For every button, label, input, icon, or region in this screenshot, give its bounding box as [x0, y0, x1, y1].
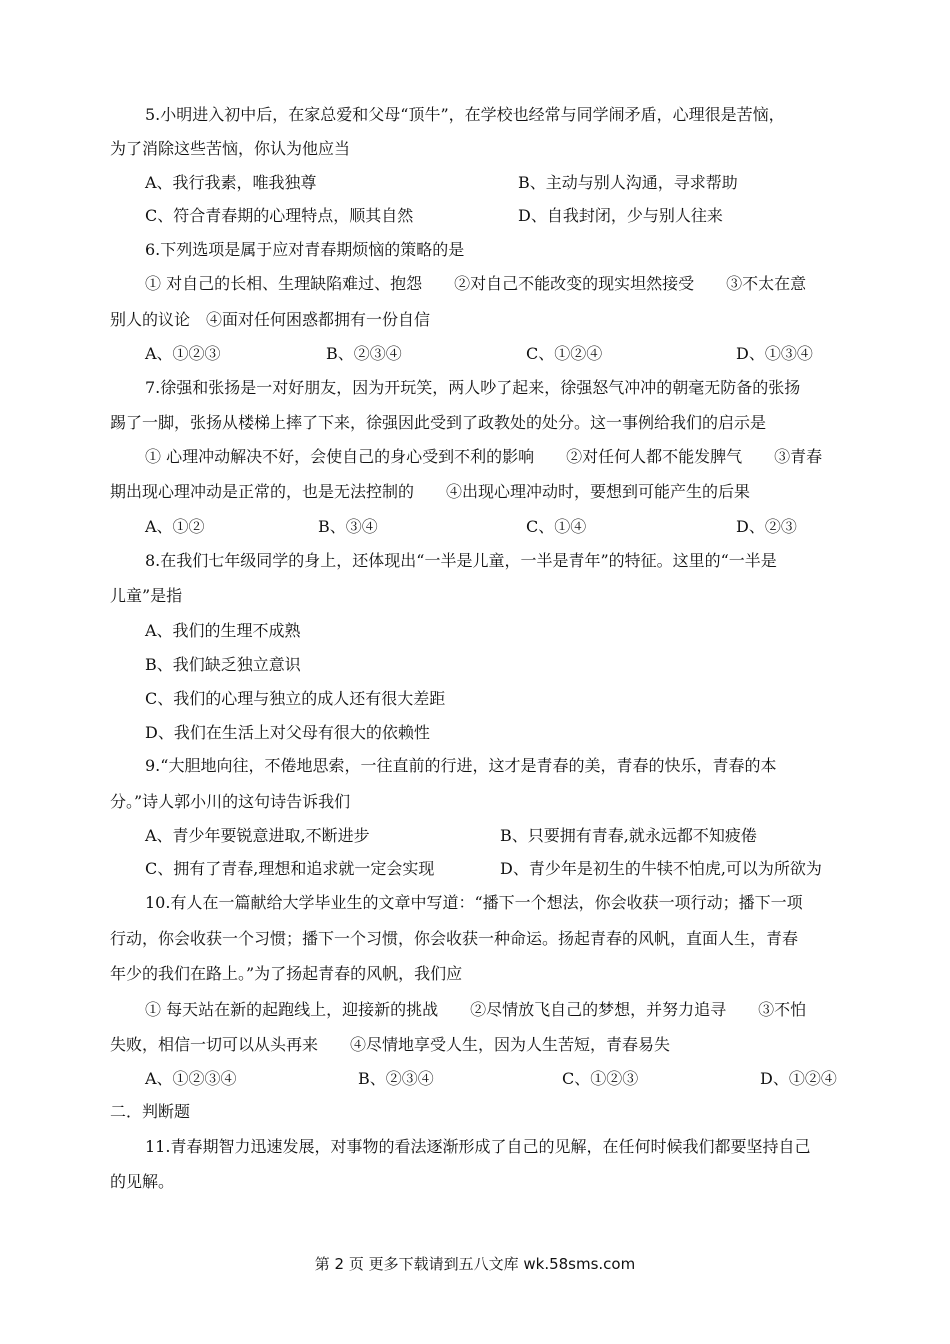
q5-option-d: D、自我封闭，少与别人往来 [518, 206, 723, 225]
q5-options-row1 [0, 172, 950, 194]
q5-stem-line1: 5.小明进入初中后，在家总爱和父母“顶牛”，在学校也经常与同学闹矛盾，心理很是苦恼， [145, 105, 785, 124]
q6-options-row [0, 343, 950, 365]
q10-option-d: D、①②④ [760, 1069, 837, 1088]
q8-option-c: C、我们的心理与独立的成人还有很大差距 [145, 689, 446, 708]
q9-option-b: B、只要拥有青春,就永远都不知疲倦 [500, 826, 757, 845]
q10-items-line1: ① 每天站在新的起跑线上，迎接新的挑战 ②尽情放飞自己的梦想，并努力追寻 ③不怕 [145, 1000, 807, 1019]
q10-stem-line2: 行动，你会收获一个习惯；播下一个习惯，你会收获一种命运。扬起青春的风帆，直面人生，青春 [110, 929, 799, 948]
q5-stem-line2: 为了消除这些苦恼，你认为他应当 [110, 139, 351, 158]
q5-option-a: A、我行我素，唯我独尊 [145, 173, 317, 192]
q7-items-line1: ① 心理冲动解决不好，会使自己的身心受到不利的影响 ②对任何人都不能发脾气 ③青春 [145, 447, 823, 466]
q9-options-row1 [0, 825, 950, 847]
q7-option-c: C、①④ [526, 517, 587, 536]
q6-option-d: D、①③④ [736, 344, 813, 363]
q7-items-line2: 期出现心理冲动是正常的，也是无法控制的 ④出现心理冲动时，要想到可能产生的后果 [110, 482, 751, 501]
q6-items-line1: ① 对自己的长相、生理缺陷难过、抱怨 ②对自己不能改变的现实坦然接受 ③不太在意 [145, 274, 807, 293]
q8-stem-line1: 8.在我们七年级同学的身上，还体现出“一半是儿童，一半是青年”的特征。这里的“一半是 [145, 551, 777, 570]
q10-stem-line3: 年少的我们在路上。”为了扬起青春的风帆，我们应 [110, 964, 463, 983]
q6-option-c: C、①②④ [526, 344, 603, 363]
q9-options-row2 [0, 858, 950, 880]
q5-options-row2 [0, 205, 950, 227]
q9-option-c: C、拥有了青春,理想和追求就一定会实现 [145, 859, 435, 878]
q9-option-d: D、青少年是初生的牛犊不怕虎,可以为所欲为 [500, 859, 822, 878]
q11-stem-line1: 11.青春期智力迅速发展，对事物的看法逐渐形成了自己的见解，在任何时候我们都要坚持自己 [145, 1137, 811, 1156]
q8-stem-line2: 儿童”是指 [110, 586, 183, 605]
q9-option-a: A、青少年要锐意进取,不断进步 [145, 826, 370, 845]
q8-option-b: B、我们缺乏独立意识 [145, 655, 301, 674]
q10-option-a: A、①②③④ [145, 1069, 237, 1088]
q10-items-line2: 失败，相信一切可以从头再来 ④尽情地享受人生，因为人生苦短，青春易失 [110, 1035, 671, 1054]
q7-options-row [0, 516, 950, 538]
q11-stem-line2: 的见解。 [110, 1172, 175, 1191]
q6-option-a: A、①②③ [145, 344, 221, 363]
q9-stem-line2: 分。”诗人郭小川的这句诗告诉我们 [110, 792, 351, 811]
q10-option-b: B、②③④ [358, 1069, 434, 1088]
q7-stem-line1: 7.徐强和张扬是一对好朋友，因为开玩笑，两人吵了起来，徐强怒气冲冲的朝毫无防备的张扬 [145, 378, 801, 397]
q6-items-line2: 别人的议论 ④面对任何困惑都拥有一份自信 [110, 310, 431, 329]
q8-option-a: A、我们的生理不成熟 [145, 621, 301, 640]
q7-stem-line2: 踢了一脚，张扬从楼梯上摔了下来，徐强因此受到了政教处的处分。这一事例给我们的启示是 [110, 413, 767, 432]
q7-option-d: D、②③ [736, 517, 797, 536]
page-footer: 第 2 页 更多下载请到五八文库 wk.58sms.com [314, 1255, 636, 1273]
q10-option-c: C、①②③ [562, 1069, 639, 1088]
q8-option-d: D、我们在生活上对父母有很大的依赖性 [145, 723, 430, 742]
q10-stem-line1: 10.有人在一篇献给大学毕业生的文章中写道：“播下一个想法，你会收获一项行动；播下一项 [145, 893, 803, 912]
q5-option-b: B、主动与别人沟通，寻求帮助 [518, 173, 738, 192]
q10-options-row [0, 1068, 950, 1090]
q6-option-b: B、②③④ [326, 344, 402, 363]
section-heading: 二．判断题 [110, 1102, 191, 1121]
q5-option-c: C、符合青春期的心理特点，顺其自然 [145, 206, 414, 225]
q7-option-a: A、①② [145, 517, 205, 536]
q6-stem: 6.下列选项是属于应对青春期烦恼的策略的是 [145, 240, 465, 259]
q9-stem-line1: 9.“大胆地向往，不倦地思索，一往直前的行进，这才是青春的美，青春的快乐，青春的本 [145, 756, 777, 775]
q7-option-b: B、③④ [318, 517, 378, 536]
